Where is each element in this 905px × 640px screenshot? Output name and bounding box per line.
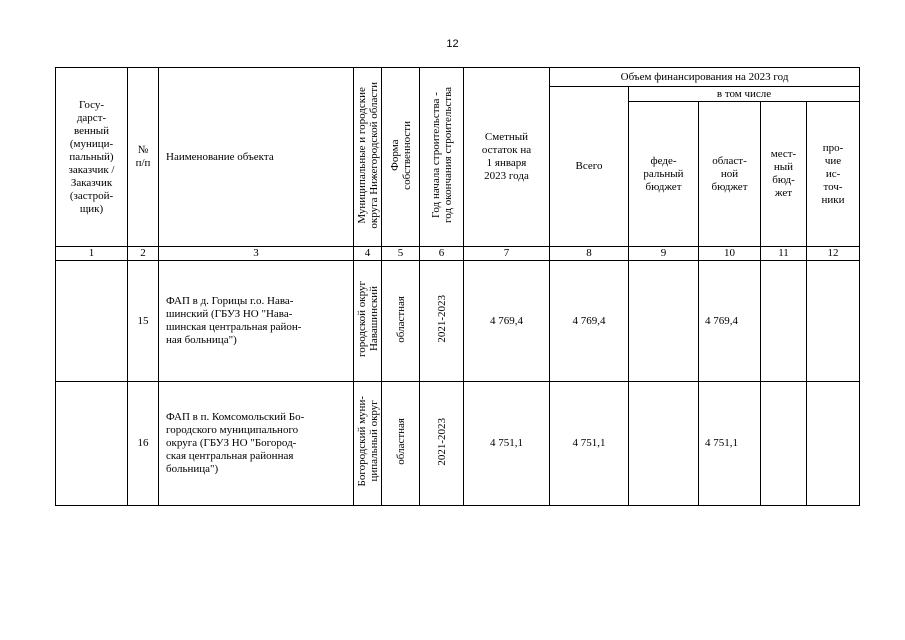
header-including: в том числе — [629, 87, 860, 102]
row-other — [807, 261, 860, 382]
row-district-cell — [354, 382, 382, 506]
row-federal — [629, 382, 699, 506]
row-years: 2021-2023 — [435, 417, 448, 466]
header-districts: Муниципальные и городские округа Нижегородской области — [356, 81, 380, 229]
header-total: Всего — [550, 87, 629, 247]
header-ownership-cell — [382, 68, 420, 247]
column-number: 5 — [382, 247, 420, 261]
header-other: про- чие ис- точ- ники — [807, 102, 860, 247]
header-years-cell — [420, 68, 464, 247]
column-number: 2 — [128, 247, 159, 261]
row-customer — [56, 261, 128, 382]
column-number: 11 — [761, 247, 807, 261]
row-district-cell — [354, 261, 382, 382]
column-number: 10 — [699, 247, 761, 261]
header-ownership: Форма собственности — [388, 120, 413, 190]
header-years: Год начала строительства - год окончания строительства — [429, 87, 454, 223]
row-local — [761, 261, 807, 382]
column-number: 3 — [159, 247, 354, 261]
header-num: № п/п — [128, 68, 159, 247]
row-num: 15 — [128, 261, 159, 382]
header-federal: феде- ральный бюджет — [629, 102, 699, 247]
row-years: 2021-2023 — [435, 295, 448, 343]
row-estimate-balance: 4 751,1 — [464, 382, 550, 506]
page-number: 12 — [446, 38, 459, 50]
row-district: городской округ Навашинский — [356, 280, 380, 358]
table-row — [56, 382, 860, 506]
row-ownership-cell — [382, 261, 420, 382]
header-funding-volume: Объем финансирования на 2023 год — [550, 68, 860, 87]
row-district: Богородский муни- ципальный округ — [356, 396, 380, 487]
row-years-cell — [420, 382, 464, 506]
column-number: 1 — [56, 247, 128, 261]
row-ownership: областная — [394, 418, 407, 465]
header-row-1 — [56, 68, 860, 87]
header-districts-cell — [354, 68, 382, 247]
table-row — [56, 261, 860, 382]
header-customer: Госу- дарст- венный (муници- пальный) заказчик / Заказчик (застрой- щик) — [56, 68, 128, 247]
row-years-cell — [420, 261, 464, 382]
row-federal — [629, 261, 699, 382]
column-number: 7 — [464, 247, 550, 261]
row-local — [761, 382, 807, 506]
row-other — [807, 382, 860, 506]
column-number: 4 — [354, 247, 382, 261]
row-regional: 4 751,1 — [699, 382, 761, 506]
row-object-name: ФАП в д. Горицы г.о. Нава- шинский (ГБУЗ НО "Нава- шинская центральная район- ная больница") — [159, 261, 354, 382]
column-number: 6 — [420, 247, 464, 261]
row-ownership-cell — [382, 382, 420, 506]
row-regional: 4 769,4 — [699, 261, 761, 382]
row-total: 4 769,4 — [550, 261, 629, 382]
header-regional: област- ной бюджет — [699, 102, 761, 247]
column-number-row — [56, 247, 860, 261]
column-number: 12 — [807, 247, 860, 261]
row-num: 16 — [128, 382, 159, 506]
row-total: 4 751,1 — [550, 382, 629, 506]
row-object-name: ФАП в п. Комсомольский Бо- городского муниципального округа (ГБУЗ НО "Богород- ская центральная районная больница") — [159, 382, 354, 506]
row-customer — [56, 382, 128, 506]
row-ownership: областная — [394, 295, 407, 343]
financing-table — [55, 67, 860, 506]
row-estimate-balance: 4 769,4 — [464, 261, 550, 382]
column-number: 9 — [629, 247, 699, 261]
header-local: мест- ный бюд- жет — [761, 102, 807, 247]
column-number: 8 — [550, 247, 629, 261]
header-estimate-balance: Сметный остаток на 1 января 2023 года — [464, 68, 550, 247]
header-object-name: Наименование объекта — [159, 68, 354, 247]
